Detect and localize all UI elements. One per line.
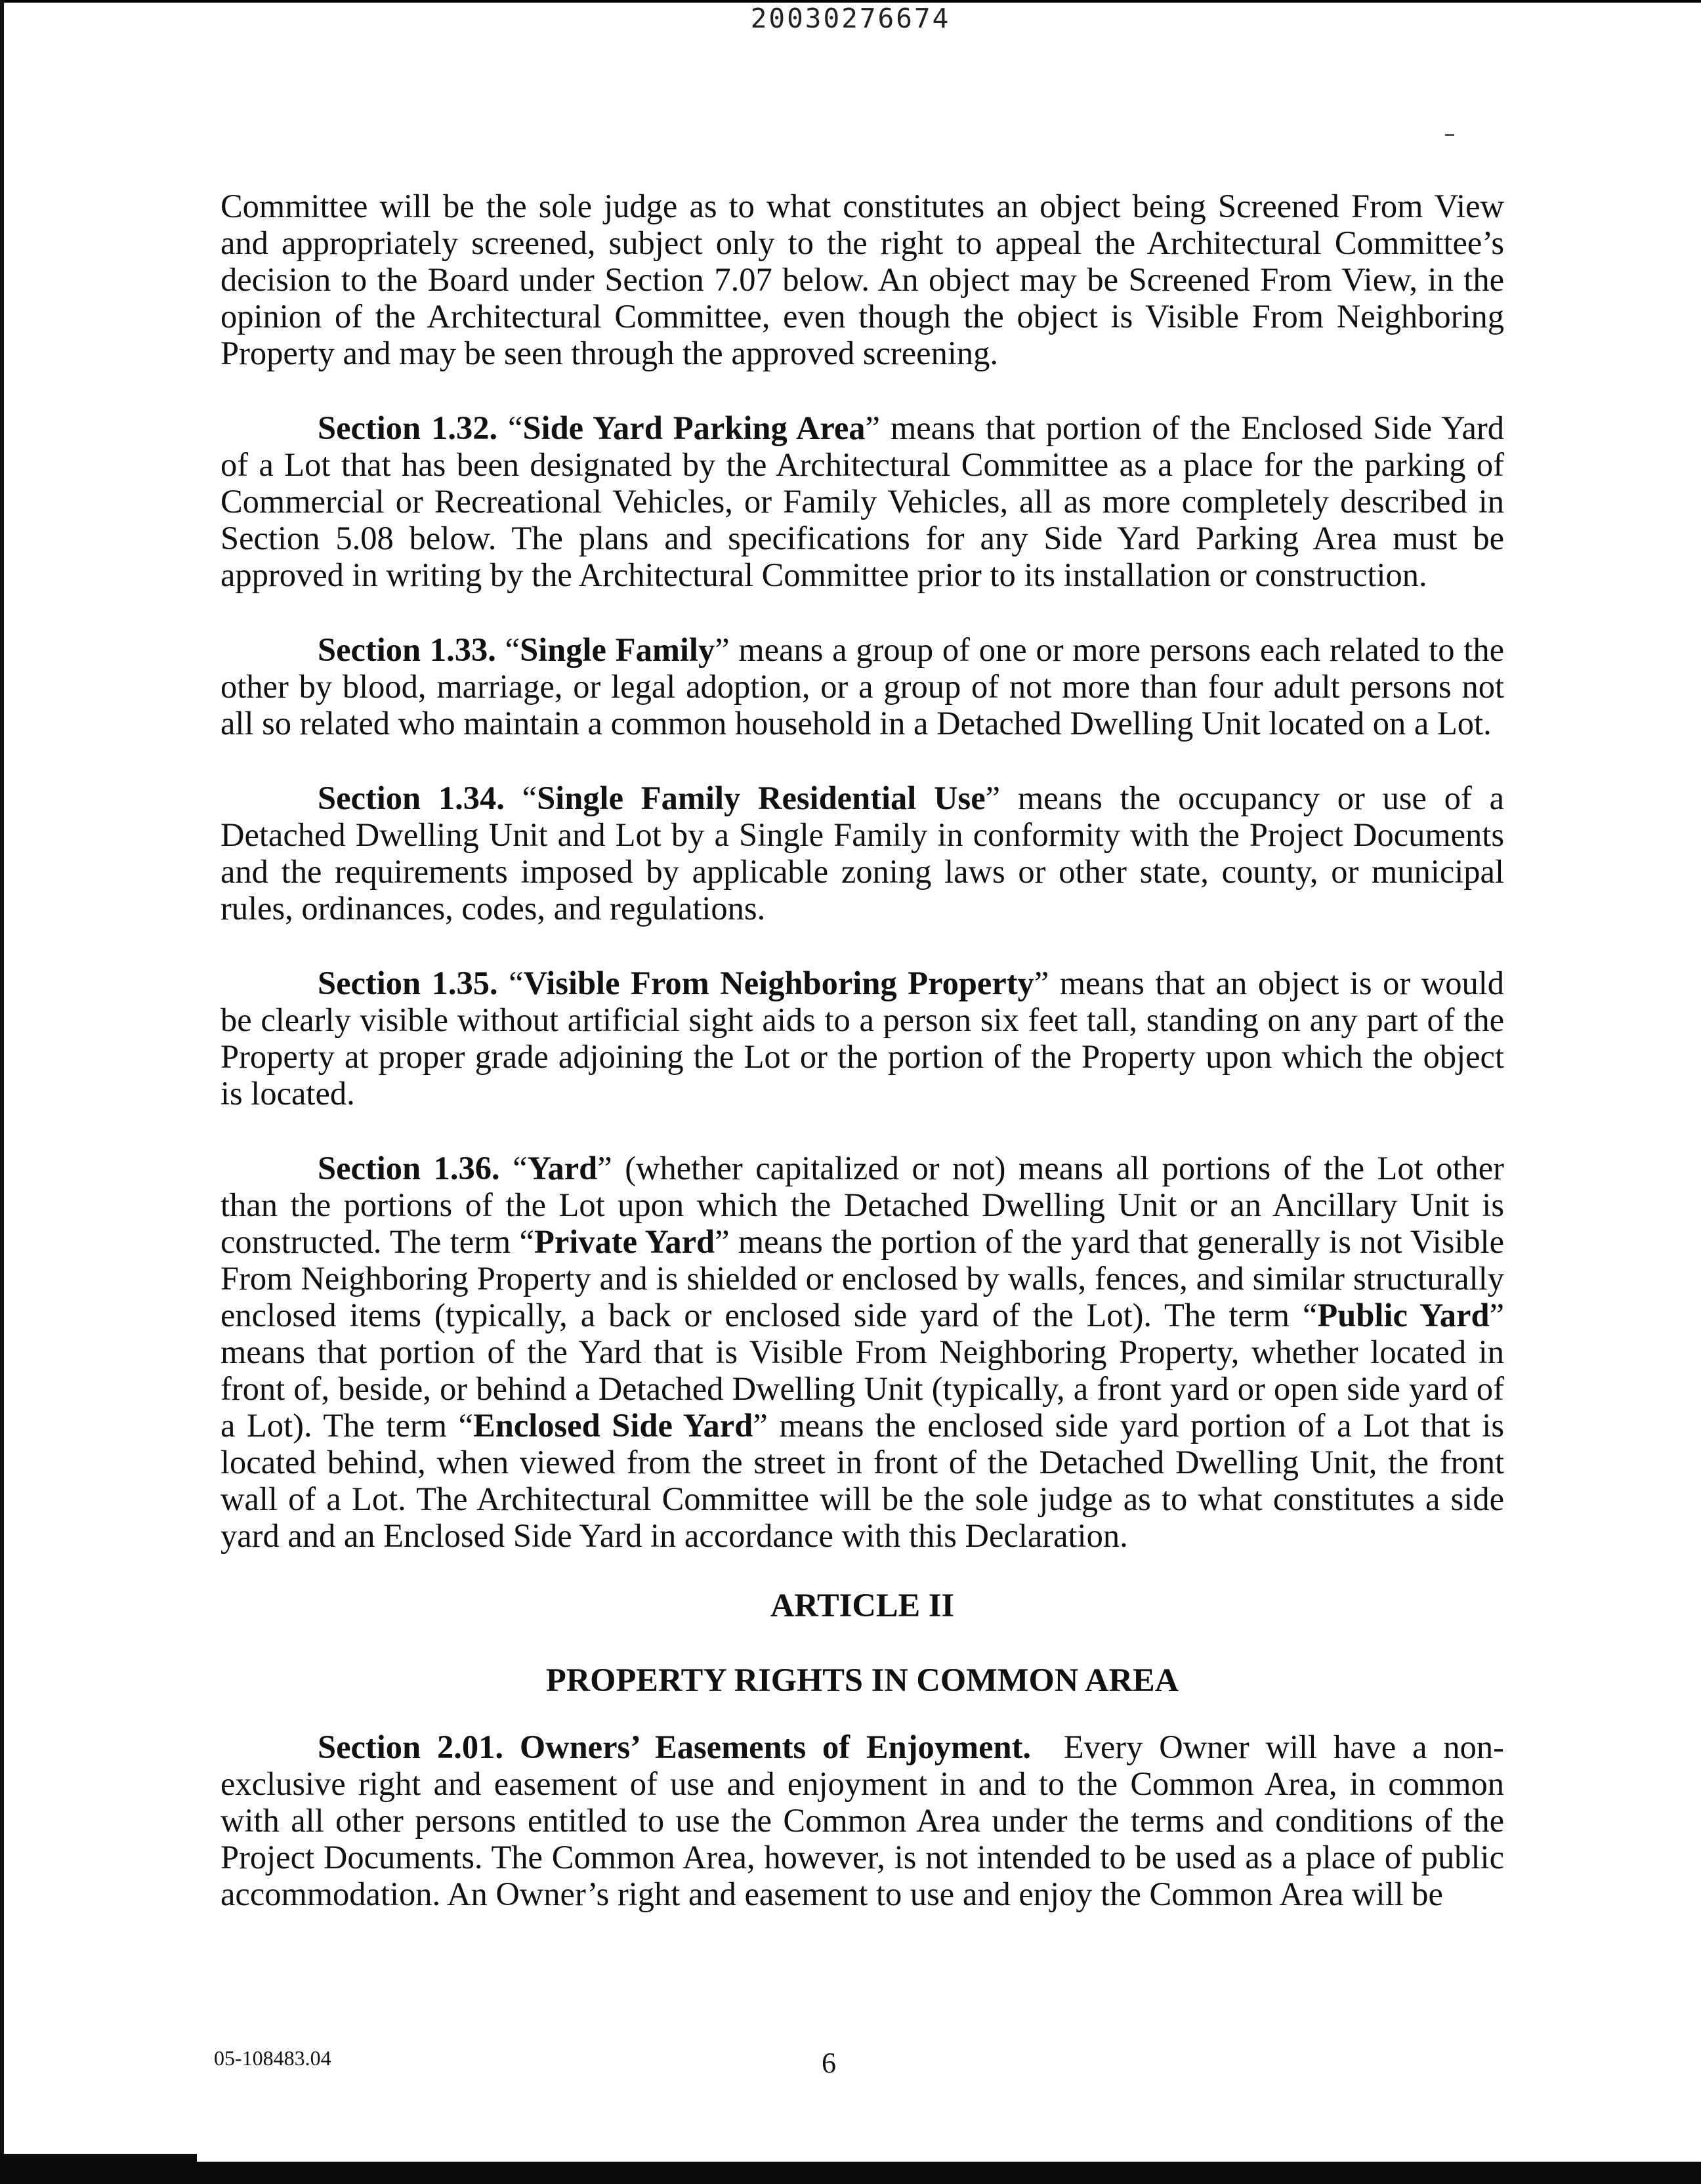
scan-border-gap (197, 2152, 1701, 2162)
article-title: PROPERTY RIGHTS IN COMMON AREA (545, 1662, 1179, 1698)
document-number-stamp: 20030276674 (750, 3, 951, 34)
section-1-32: Section 1.32. “Side Yard Parking Area” means that portion of the Enclosed Side Yard of a Lot that has been designated by the Architectural Committee as a place for the parking of Commercial or Recreational Vehicles, or Family Vehicles, all as more completely described in Section 5.08 below. The plans and specifications for any Side Yard Parking Area must be approved in writing by the Architectural Committee prior to its installation or construction. (220, 410, 1504, 593)
section-number: Section 1.32. (318, 410, 498, 446)
defined-term: Private Yard (534, 1223, 715, 1260)
scan-border-left (0, 0, 4, 2184)
paragraph-continuation: Committee will be the sole judge as to what constitutes an object being Screened From View and appropriately screened, subject only to the right to appeal the Architectural Committee’s decision to the Board under Section 7.07 below. An object may be Screened From View, in the opinion of the Architectural Committee, even though the object is Visible From Neighboring Property and may be seen through the approved screening. (220, 188, 1504, 371)
section-number: Section 1.33. (318, 631, 496, 668)
section-heading: Section 2.01. Owners’ Easements of Enjoyment. (318, 1729, 1032, 1765)
defined-term: Single Family (520, 631, 715, 668)
defined-term: Side Yard Parking Area (522, 410, 866, 446)
section-1-34: Section 1.34. “Single Family Residential Use” means the occupancy or use of a Detached Dwelling Unit and Lot by a Single Family in conformity with the Project Documents and the requirements imposed by applicable zoning laws or other state, county, or municipal rules, ordinances, codes, and regulations. (220, 780, 1504, 927)
defined-term: Single Family Residential Use (537, 780, 986, 816)
document-body (220, 188, 1504, 1950)
section-text: means the enclosed side yard portion of a Lot that is located behind, when viewed from the street in front of the Detached Dwelling Unit, the front wall of a Lot. The Architectural Committee will be the sole judge as to what constitutes a side yard and an Enclosed Side Yard in accordance with this Declaration. (220, 1407, 1504, 1554)
section-number: Section 1.34. (318, 780, 505, 816)
section-text: means a group of one or more persons each related to the other by blood, marriage, or legal adoption, or a group of not more than four adult persons not all so related who maintain a common household in a Detached Dwelling Unit located on a Lot. (220, 631, 1504, 742)
section-1-36: Section 1.36. “Yard” (whether capitalized or not) means all portions of the Lot other than the portions of the Lot upon which the Detached Dwelling Unit or an Ancillary Unit is constructed. The term “Private Yard” means the portion of the yard that generally is not Visible From Neighboring Property and is shielded or enclosed by walls, fences, and similar structurally enclosed items (typically, a back or enclosed side yard of the Lot). The term “Public Yard” means that portion of the Yard that is Visible From Neighboring Property, whether located in front of, beside, or behind a Detached Dwelling Unit (typically, a front yard or open side yard of a Lot). The term “Enclosed Side Yard” means the enclosed side yard portion of a Lot that is located behind, when viewed from the street in front of the Detached Dwelling Unit, the front wall of a Lot. The Architectural Committee will be the sole judge as to what constitutes a side yard and an Enclosed Side Yard in accordance with this Declaration. (220, 1150, 1504, 1554)
page-number: 6 (822, 2047, 836, 2079)
defined-term: Visible From Neighboring Property (523, 965, 1034, 1001)
section-text: (whether capitalized or not) means all portions of the Lot other than the portions of the Lot upon which the Detached Dwelling Unit or an Ancillary Unit is constructed. The term (220, 1150, 1504, 1260)
section-2-01 (220, 1729, 1504, 1912)
section-text: means that portion of the Enclosed Side Yard of a Lot that has been designated by the Architectural Committee as a place for the parking of Commercial or Recreational Vehicles, or Family Vehicles, all as more completely described in Section 5.08 below. The plans and specifications for any Side Yard Parking Area must be approved in writing by the Architectural Committee prior to its installation or construction. (220, 410, 1504, 593)
article-heading: ARTICLE II (770, 1587, 955, 1624)
section-number: Section 1.35. (318, 965, 498, 1001)
section-number: Section 1.36. (318, 1150, 500, 1186)
section-text: Every Owner will have a non-exclusive right and easement of use and enjoyment in and to the Common Area, in common with all other persons entitled to use the Common Area under the terms and conditions of the Project Documents. The Common Area, however, is not intended to be used as a place of public accommodation. An Owner’s right and easement to use and enjoy the Common Area will be (220, 1729, 1504, 1912)
defined-term: Yard (527, 1150, 598, 1186)
section-text: means the occupancy or use of a Detached Dwelling Unit and Lot by a Single Family in conformity with the Project Documents and the requirements imposed by applicable zoning laws or other state, county, or municipal rules, ordinances, codes, and regulations. (220, 780, 1504, 927)
scan-mark (1445, 134, 1454, 136)
section-1-35: Section 1.35. “Visible From Neighboring Property” means that an object is or would be clearly visible without artificial sight aids to a person six feet tall, standing on any part of the Property at proper grade adjoining the Lot or the portion of the Property upon which the object is located. (220, 965, 1504, 1112)
section-text: means the portion of the yard that generally is not Visible From Neighboring Property and is shielded or enclosed by walls, fences, and similar structurally enclosed items (typically, a back or enclosed side yard of the Lot). The term (220, 1223, 1504, 1334)
section-text: means that an object is or would be clearly visible without artificial sight aids to a person six feet tall, standing on any part of the Property at proper grade adjoining the Lot or the portion of the Property upon which the object is located. (220, 965, 1504, 1112)
section-1-33: Section 1.33. “Single Family” means a group of one or more persons each related to the other by blood, marriage, or legal adoption, or a group of not more than four adult persons not all so related who maintain a common household in a Detached Dwelling Unit located on a Lot. (220, 631, 1504, 742)
defined-term: Enclosed Side Yard (473, 1407, 753, 1444)
footer-document-id: 05-108483.04 (214, 2046, 331, 2070)
defined-term: Public Yard (1317, 1297, 1490, 1334)
section-text: means that portion of the Yard that is Visible From Neighboring Property, whether located in front of, beside, or behind a Detached Dwelling Unit (typically, a front yard or open side yard of a Lot). The term (220, 1334, 1504, 1444)
